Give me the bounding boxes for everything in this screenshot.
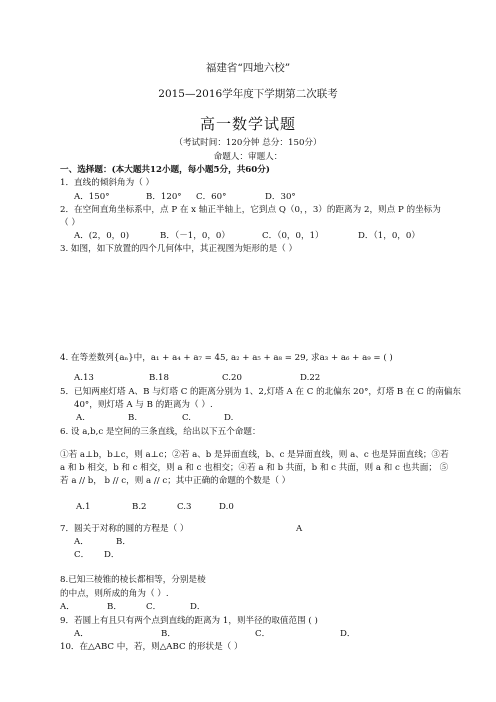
- question-5-stem-cont: 40°，则灯塔 A 与 B 的距离为（ ）.: [74, 400, 213, 410]
- q8-option-c: C．: [146, 602, 162, 612]
- q5-option-a: A.: [76, 413, 85, 423]
- q2-option-a: A．(2，0，0): [74, 231, 130, 241]
- q4-option-b: B.18: [149, 373, 169, 383]
- question-7-stem-tail: A: [296, 524, 303, 534]
- question-2-stem: 2．在空间直角坐标系中，点 P 在 x 轴正半轴上，它到点 Q（0，，3）的距离为 2，则点 P 的坐标为: [60, 205, 441, 215]
- q2-option-b: B．（－1，0，0）: [160, 231, 230, 241]
- q8-option-a: A．: [60, 602, 75, 612]
- q2-option-d: D．（1，0，0）: [358, 231, 420, 241]
- q4-option-a: A.13: [74, 373, 94, 383]
- q1-option-c: C．60°: [196, 192, 227, 202]
- q7-option-a: A．: [74, 537, 89, 547]
- q6-option-d: D.0: [219, 502, 234, 512]
- q8-option-b: B．: [107, 602, 122, 612]
- exam-title: 2015—2016学年度下学期第二次联考: [158, 88, 338, 100]
- question-3-stem: 3. 如图，如下放置的四个几何体中，其正视图为矩形的是（ ）: [60, 244, 298, 254]
- school-title: 福建省“四地六校”: [205, 62, 291, 74]
- question-6-body-3: 若 a // b， b // c，则 a // c；其中正确的命题的个数是（ ）: [60, 476, 291, 486]
- q5-option-c: C.: [182, 413, 192, 423]
- question-8-stem-cont: 的中点，则所成的角为（ ）.: [60, 589, 169, 599]
- question-6-body-1: ①若 a⊥b，b⊥c，则 a⊥c；②若 a、b 是异面直线，b、c 是异面直线，则 a、c 也是异面直线；③若: [60, 450, 449, 460]
- q1-option-b: B．120°: [146, 192, 182, 202]
- q7-option-d: D．: [104, 550, 120, 560]
- question-2-stem-cont: （ ）: [60, 218, 80, 228]
- q6-option-c: C.3: [177, 502, 192, 512]
- q1-option-a: A．150°: [74, 192, 110, 202]
- question-10-stem: 10．在△ABC 中，若，则△ABC 的形状是（ ）: [60, 642, 243, 652]
- question-4-stem: 4. 在等差数列{aₙ}中，a₁ + a₄ + a₇ = 45, a₂ + a₅ + a₈ = 29, 求a₃ + a₆ + a₉ = ( ): [60, 353, 393, 363]
- q9-option-c: C．: [255, 629, 271, 639]
- question-7-stem: 7．圆关于对称的圆的方程是（ ）: [60, 524, 189, 534]
- question-8-stem: 8.已知三棱锥的棱长都相等，分别是棱: [60, 575, 206, 585]
- q4-option-d: D.22: [300, 373, 321, 383]
- q7-option-b: B．: [116, 537, 131, 547]
- question-9-stem: 9．若圆上有且只有两个点到直线的距离为 1，则半径的取值范围 ( ): [60, 616, 318, 626]
- q5-option-d: D.: [224, 413, 234, 423]
- q5-option-b: B.: [128, 413, 138, 423]
- q7-option-c: C．: [74, 550, 90, 560]
- question-1-stem: 1．直线的倾斜角为（ ）: [60, 178, 155, 188]
- q6-option-a: A.1: [76, 502, 91, 512]
- q9-option-a: A．: [74, 629, 89, 639]
- authors-line: 命题人：审题人：: [213, 152, 283, 162]
- q2-option-c: C．（0，0，1）: [262, 231, 324, 241]
- question-6-body-2: a 和 b 相交，b 和 c 相交，则 a 和 c 也相交；④若 a 和 b 共面，b 和 c 共面，则 a 和 c 也共面； ⑤: [60, 463, 449, 473]
- page-title: 高一数学试题: [199, 115, 296, 133]
- exam-meta: （考试时间：120分钟 总分：150分）: [174, 138, 322, 148]
- question-5-stem: 5．已知两座灯塔 A、B 与灯塔 C 的距离分别为 1、2,灯塔 A 在 C 的北偏东 20°，灯塔 B 在 C 的南偏东: [60, 387, 461, 397]
- q1-option-d: D．30°: [265, 192, 296, 202]
- section-heading: 一、选择题：(本大题共12小题，每小题5分，共60分): [60, 165, 270, 175]
- q9-option-d: D．: [340, 629, 356, 639]
- question-6-stem: 6. 设 a,b,c 是空间的三条直线，给出以下五个命题：: [60, 427, 261, 437]
- q8-option-d: D．: [190, 602, 206, 612]
- q4-option-c: C.20: [222, 373, 242, 383]
- q9-option-b: B．: [161, 629, 176, 639]
- q6-option-b: B.2: [132, 502, 147, 512]
